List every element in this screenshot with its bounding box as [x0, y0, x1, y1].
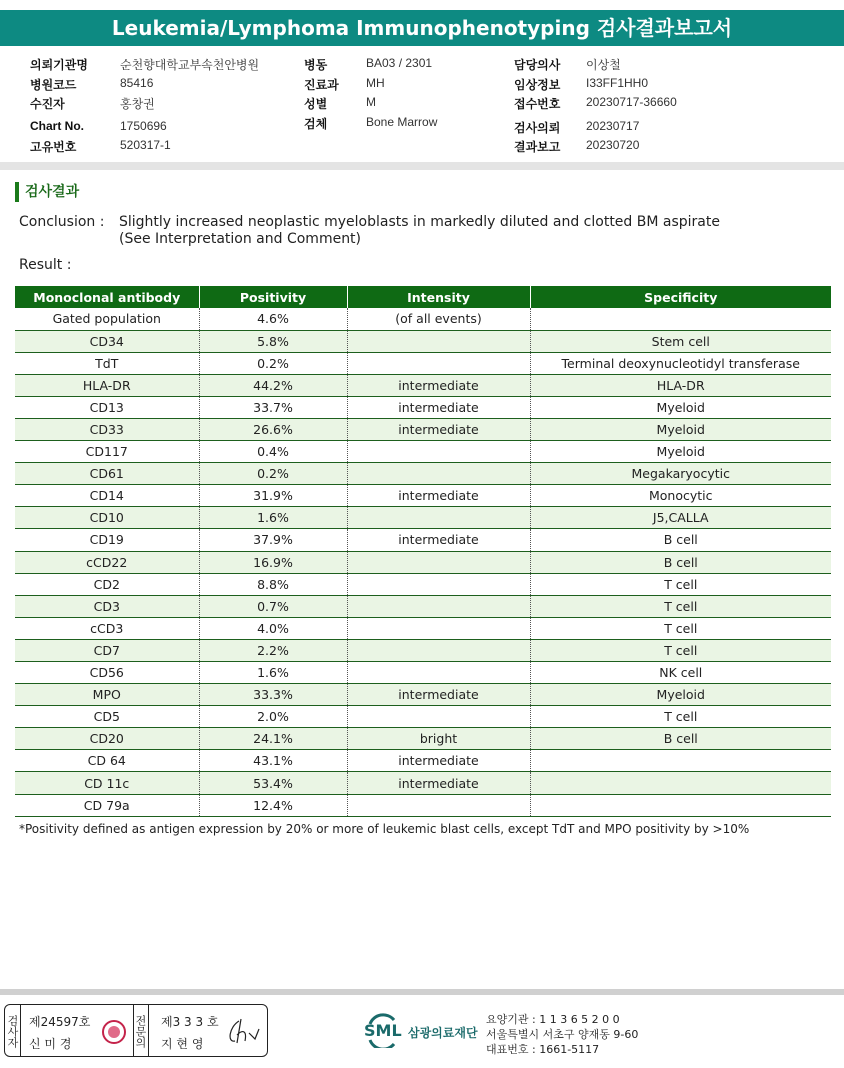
- info-col-3: [514, 56, 677, 158]
- table-cell: CD14: [15, 485, 199, 507]
- info-value: 20230717-36660: [586, 95, 677, 109]
- table-cell: CD10: [15, 507, 199, 529]
- table-cell: HLA-DR: [15, 374, 199, 396]
- column-header: Intensity: [347, 286, 530, 308]
- table-cell: [347, 507, 530, 529]
- table-row: [15, 728, 831, 750]
- info-col-1: [30, 56, 259, 158]
- info-row: [304, 76, 460, 96]
- table-row: [15, 374, 831, 396]
- table-cell: intermediate: [347, 750, 530, 772]
- table-cell: 4.0%: [199, 617, 347, 639]
- info-row: [514, 138, 677, 158]
- table-cell: [530, 794, 831, 816]
- table-cell: 53.4%: [199, 772, 347, 794]
- table-cell: CD34: [15, 330, 199, 352]
- info-value: M: [366, 95, 376, 109]
- conclusion-line: Slightly increased neoplastic myeloblasts in markedly diluted and clotted BM aspirate: [119, 214, 720, 230]
- info-value: 1750696: [120, 118, 167, 133]
- table-cell: J5,CALLA: [530, 507, 831, 529]
- table-cell: intermediate: [347, 772, 530, 794]
- table-row: [15, 485, 831, 507]
- table-cell: [347, 330, 530, 352]
- table-row: [15, 551, 831, 573]
- table-cell: Myeloid: [530, 684, 831, 706]
- info-row: [514, 119, 677, 139]
- doc-name: 지 현 영: [161, 1037, 204, 1051]
- table-cell: [347, 639, 530, 661]
- table-cell: 44.2%: [199, 374, 347, 396]
- info-value: 홍창권: [120, 97, 155, 111]
- info-value: 순천향대학교부속천안병원: [120, 58, 260, 72]
- table-cell: Myeloid: [530, 396, 831, 418]
- table-cell: [347, 595, 530, 617]
- signature-box: [4, 1004, 268, 1057]
- info-label: 병동: [304, 58, 328, 72]
- report-title: Leukemia/Lymphoma Immunophenotyping 검사결과보고서: [0, 10, 844, 46]
- table-cell: [347, 441, 530, 463]
- table-cell: Terminal deoxynucleotidyl transferase: [530, 352, 831, 374]
- info-row: [304, 95, 460, 115]
- info-value: BA03 / 2301: [366, 56, 433, 70]
- signature-icon: [225, 1017, 261, 1047]
- info-label: 담당의사: [514, 58, 561, 72]
- institution-line: 요양기관 : 1 1 3 6 5 2 0 0: [486, 1013, 620, 1026]
- table-cell: Monocytic: [530, 485, 831, 507]
- table-cell: CD56: [15, 662, 199, 684]
- table-row: [15, 595, 831, 617]
- table-cell: CD61: [15, 463, 199, 485]
- divider: [0, 162, 844, 170]
- table-cell: T cell: [530, 639, 831, 661]
- table-cell: intermediate: [347, 485, 530, 507]
- table-cell: 1.6%: [199, 507, 347, 529]
- table-cell: [347, 794, 530, 816]
- table-cell: TdT: [15, 352, 199, 374]
- column-header: Monoclonal antibody: [15, 286, 199, 308]
- age-label: [418, 95, 460, 115]
- table-cell: T cell: [530, 573, 831, 595]
- table-cell: cCD3: [15, 617, 199, 639]
- table-cell: T cell: [530, 595, 831, 617]
- table-cell: B cell: [530, 551, 831, 573]
- table-cell: (of all events): [347, 308, 530, 330]
- info-row: [30, 138, 259, 158]
- table-cell: intermediate: [347, 529, 530, 551]
- table-cell: T cell: [530, 706, 831, 728]
- table-cell: CD 64: [15, 750, 199, 772]
- table-row: [15, 639, 831, 661]
- table-row: [15, 418, 831, 440]
- info-row: [514, 95, 677, 115]
- table-cell: [530, 772, 831, 794]
- table-cell: intermediate: [347, 396, 530, 418]
- section-title: 검사결과: [15, 182, 79, 202]
- info-label: 의뢰기관명: [30, 58, 88, 72]
- table-row: [15, 617, 831, 639]
- table-cell: CD3: [15, 595, 199, 617]
- table-cell: HLA-DR: [530, 374, 831, 396]
- info-row: [304, 56, 460, 76]
- table-cell: Myeloid: [530, 441, 831, 463]
- table-cell: CD20: [15, 728, 199, 750]
- table-row: [15, 396, 831, 418]
- table-cell: 8.8%: [199, 573, 347, 595]
- column-header: Specificity: [530, 286, 831, 308]
- table-cell: [347, 463, 530, 485]
- table-cell: 33.7%: [199, 396, 347, 418]
- table-cell: [347, 352, 530, 374]
- info-label: 진료과: [304, 77, 339, 92]
- result-label: Result :: [19, 257, 72, 273]
- info-value: 520317-1: [120, 138, 171, 152]
- info-label: 병원코드: [30, 77, 77, 92]
- table-row: [15, 529, 831, 551]
- seal-icon: [101, 1019, 127, 1045]
- info-row: [30, 95, 259, 115]
- table-cell: T cell: [530, 617, 831, 639]
- table-cell: [530, 750, 831, 772]
- info-value: Bone Marrow: [366, 114, 438, 129]
- table-cell: 0.2%: [199, 463, 347, 485]
- info-label: Chart No.: [30, 118, 84, 133]
- info-value: 20230717: [586, 118, 640, 133]
- table-cell: 2.2%: [199, 639, 347, 661]
- info-label: 성별: [304, 97, 328, 111]
- info-value: MH: [366, 75, 385, 90]
- table-cell: CD117: [15, 441, 199, 463]
- info-value: 85416: [120, 75, 154, 90]
- table-cell: 12.4%: [199, 794, 347, 816]
- table-row: [15, 794, 831, 816]
- table-cell: B cell: [530, 529, 831, 551]
- info-row: [514, 56, 677, 76]
- info-label: 결과보고: [514, 140, 561, 154]
- table-cell: CD2: [15, 573, 199, 595]
- doc-number: 제3 3 3 호: [161, 1015, 219, 1029]
- institution-name: 삼광의료재단: [408, 1026, 478, 1040]
- table-cell: 0.2%: [199, 352, 347, 374]
- table-cell: B cell: [530, 728, 831, 750]
- info-row: [30, 119, 259, 139]
- table-cell: [347, 706, 530, 728]
- info-label: 검사의뢰: [514, 120, 561, 135]
- table-cell: CD13: [15, 396, 199, 418]
- table-cell: CD19: [15, 529, 199, 551]
- institution-line: 서울특별시 서초구 양재동 9-60: [486, 1028, 639, 1041]
- table-cell: cCD22: [15, 551, 199, 573]
- table-cell: 2.0%: [199, 706, 347, 728]
- table-cell: CD 79a: [15, 794, 199, 816]
- conclusion: [19, 214, 720, 247]
- tech-name: 신 미 경: [29, 1037, 72, 1051]
- table-cell: CD5: [15, 706, 199, 728]
- logo-text: SML: [364, 1021, 402, 1040]
- info-row: [514, 76, 677, 96]
- table-row: [15, 330, 831, 352]
- table-cell: 5.8%: [199, 330, 347, 352]
- table-cell: MPO: [15, 684, 199, 706]
- table-row: [15, 463, 831, 485]
- institution-info: [486, 1012, 638, 1057]
- table-row: [15, 706, 831, 728]
- table-row: [15, 573, 831, 595]
- table-row: [15, 772, 831, 794]
- table-cell: [347, 551, 530, 573]
- table-cell: [347, 573, 530, 595]
- results-table: [15, 286, 831, 817]
- table-cell: Megakaryocytic: [530, 463, 831, 485]
- tech-number: 제24597호: [29, 1015, 91, 1029]
- table-row: [15, 750, 831, 772]
- tech-label: 검사자: [5, 1005, 21, 1056]
- table-row: [15, 684, 831, 706]
- info-row: [30, 56, 259, 76]
- table-cell: bright: [347, 728, 530, 750]
- table-cell: [347, 662, 530, 684]
- info-value: 20230720: [586, 138, 640, 152]
- info-label: 접수번호: [514, 97, 561, 111]
- table-cell: Stem cell: [530, 330, 831, 352]
- info-label: 검체: [304, 116, 328, 131]
- institution-line: 대표번호 : 1661-5117: [486, 1043, 600, 1056]
- column-header: Positivity: [199, 286, 347, 308]
- sml-logo-icon: [364, 1012, 400, 1048]
- table-cell: 4.6%: [199, 308, 347, 330]
- footnote: *Positivity defined as antigen expression by 20% or more of leukemic blast cells, except TdT and MPO positivity by >10%: [19, 822, 750, 836]
- table-row: [15, 308, 831, 330]
- table-cell: CD7: [15, 639, 199, 661]
- table-cell: Gated population: [15, 308, 199, 330]
- table-cell: 33.3%: [199, 684, 347, 706]
- table-cell: 43.1%: [199, 750, 347, 772]
- table-cell: 26.6%: [199, 418, 347, 440]
- table-cell: 0.4%: [199, 441, 347, 463]
- doc-label: 전문의: [133, 1005, 149, 1056]
- table-row: [15, 352, 831, 374]
- table-cell: 31.9%: [199, 485, 347, 507]
- table-cell: [530, 308, 831, 330]
- table-row: [15, 662, 831, 684]
- table-cell: CD 11c: [15, 772, 199, 794]
- table-row: [15, 507, 831, 529]
- table-cell: NK cell: [530, 662, 831, 684]
- info-value: I33FF1HH0: [586, 75, 649, 90]
- info-label: 수진자: [30, 97, 65, 111]
- table-cell: 1.6%: [199, 662, 347, 684]
- table-cell: [347, 617, 530, 639]
- info-value: 이상철: [586, 58, 621, 72]
- table-cell: intermediate: [347, 374, 530, 396]
- info-row: [30, 76, 259, 96]
- table-row: [15, 441, 831, 463]
- info-col-2: [304, 56, 460, 134]
- table-cell: CD33: [15, 418, 199, 440]
- table-cell: 0.7%: [199, 595, 347, 617]
- info-label: 고유번호: [30, 140, 77, 154]
- conclusion-label: Conclusion :: [19, 214, 105, 230]
- info-row: [304, 115, 460, 135]
- table-cell: 37.9%: [199, 529, 347, 551]
- table-cell: 24.1%: [199, 728, 347, 750]
- info-label: 임상정보: [514, 77, 561, 92]
- conclusion-line: (See Interpretation and Comment): [119, 231, 362, 247]
- divider: [0, 989, 844, 995]
- table-cell: 16.9%: [199, 551, 347, 573]
- table-cell: intermediate: [347, 418, 530, 440]
- table-cell: Myeloid: [530, 418, 831, 440]
- table-cell: intermediate: [347, 684, 530, 706]
